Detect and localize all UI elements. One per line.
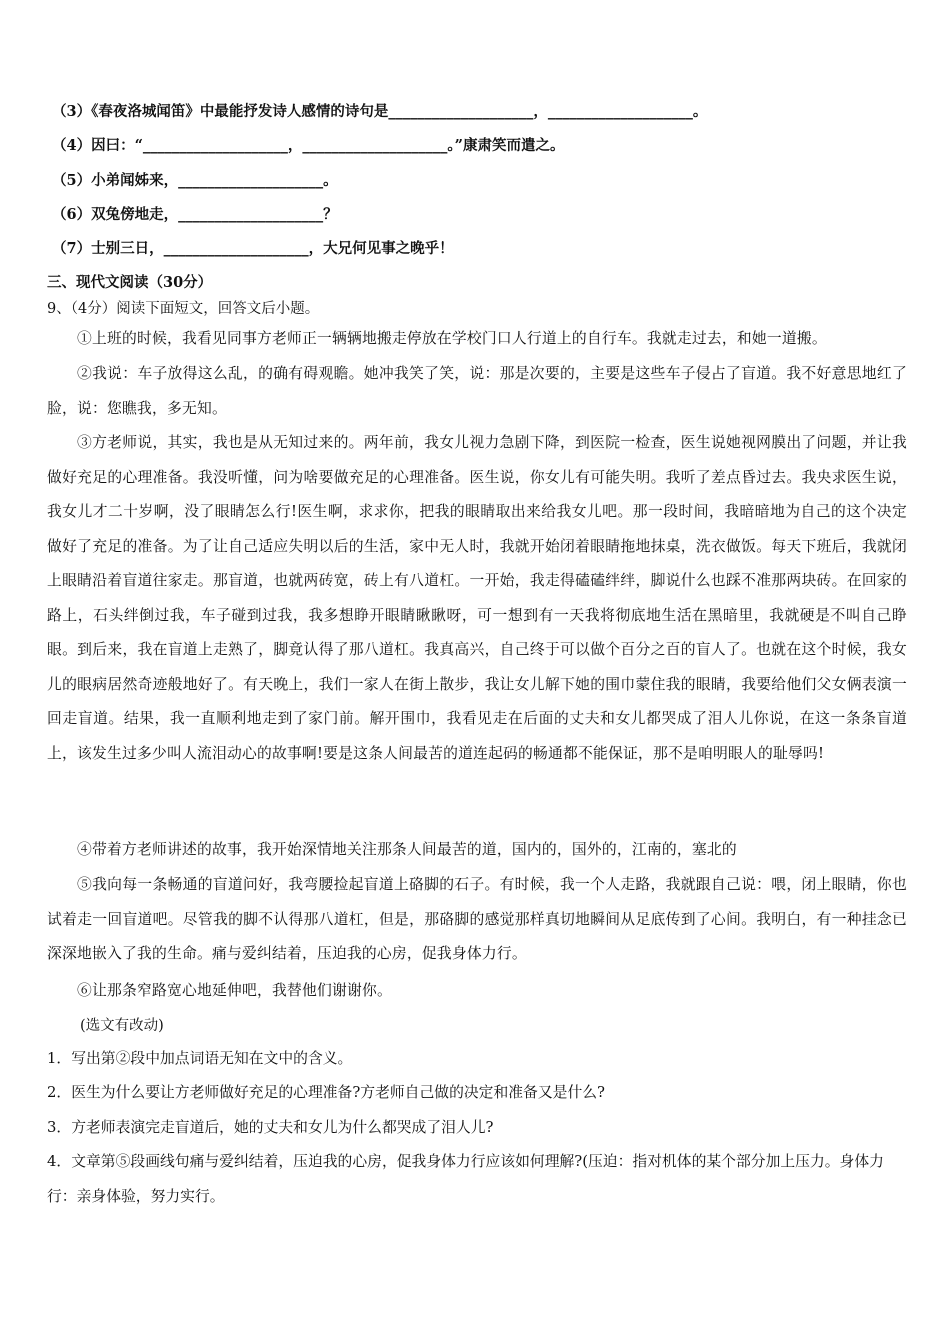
fill-in-question-4: （4）因曰：“____________________，____________________。”康肃笑而遣之。 bbox=[52, 137, 565, 154]
paragraph-4: ④带着方老师讲述的故事，我开始深情地关注那条人间最苦的道，国内的，国外的，江南的，塞北的 bbox=[77, 841, 737, 858]
paragraph-6: ⑥让那条窄路宽心地延伸吧，我替他们谢谢你。 bbox=[77, 982, 392, 999]
sub-question-2: 2．医生为什么要让方老师做好充足的心理准备?方老师自己做的决定和准备又是什么? bbox=[47, 1084, 605, 1101]
sub-question-4: 4．文章第⑤段画线句痛与爱纠结着，压迫我的心房，促我身体力行应该如何理解?(压迫：指对机体的某个部分加上压力。身体力行：亲身体验，努力实行。 bbox=[47, 1153, 884, 1205]
paragraph-3: ③方老师说，其实，我也是从无知过来的。两年前，我女儿视力急剧下降，到医院一检查，医生说她视网膜出了问题，并让我做好充足的心理准备。我没听懂，问为啥要做充足的心理准备。医生说，你女儿有可能失明。我听了差点昏过去。我央求医生说，我女儿才二十岁啊，没了眼睛怎么行!医生啊，求求你，把我的眼睛取出来给我女儿吧。那一段时间，我暗暗地为自己的这个决定做好了充足的准备。为了让自己适应失明以后的生活，家中无人时，我就开始闭着眼睛拖地抹桌，洗衣做饭。每天下班后，我就闭上眼睛沿着盲道往家走。那盲道，也就两砖宽，砖上有八道杠。一开始，我走得磕磕绊绊，脚说什么也踩不准那两块砖。在回家的路上，石头绊倒过我，车子碰到过我，我多想睁开眼睛瞅瞅呀，可一想到有一天我将彻底地生活在黑暗里，我就硬是不叫自己睁眼。到后来，我在盲道上走熟了，脚竟认得了那八道杠。我真高兴，自己终于可以做个百分之百的盲人了。也就在这个时候，我女儿的眼病居然奇迹般地好了。有天晚上，我们一家人在街上散步，我让女儿解下她的围巾蒙住我的眼睛，我要给他们父女俩表演一回走盲道。结果，我一直顺利地走到了家门前。解开围巾，我看见走在后面的丈夫和女儿都哭成了泪人儿你说，在这一条条盲道上，该发生过多少叫人流泪动心的故事啊!要是这条人间最苦的道连起码的畅通都不能保证，那不是咱明眼人的耻辱吗! bbox=[47, 434, 907, 762]
source-note: (选文有改动) bbox=[80, 1018, 164, 1034]
paragraph-2: ②我说：车子放得这么乱，的确有碍观瞻。她冲我笑了笑，说：那是次要的，主要是这些车子侵占了盲道。我不好意思地红了脸，说：您瞧我，多无知。 bbox=[47, 365, 907, 417]
fill-in-question-3: （3）《春夜洛城闻笛》中最能抒发诗人感情的诗句是____________________，____________________。 bbox=[52, 103, 708, 120]
paragraph-1: ①上班的时候，我看见同事方老师正一辆辆地搬走停放在学校门口人行道上的自行车。我就走过去，和她一道搬。 bbox=[77, 330, 827, 347]
sub-question-1: 1．写出第②段中加点词语无知在文中的含义。 bbox=[47, 1050, 353, 1067]
fill-in-question-5: （5）小弟闻姊来，____________________。 bbox=[52, 172, 338, 189]
fill-in-question-6: （6）双兔傍地走，____________________？ bbox=[52, 206, 338, 223]
sub-question-3: 3．方老师表演完走盲道后，她的丈夫和女儿为什么都哭成了泪人儿? bbox=[47, 1119, 494, 1136]
paragraph-5: ⑤我向每一条畅通的盲道问好，我弯腰捡起盲道上硌脚的石子。有时候，我一个人走路，我就跟自己说：喂，闭上眼睛，你也试着走一回盲道吧。尽管我的脚不认得那八道杠，但是，那硌脚的感觉那样真切地瞬间从足底传到了心间。我明白，有一种挂念已深深地嵌入了我的生命。痛与爱纠结着，压迫我的心房，促我身体力行。 bbox=[47, 876, 907, 962]
fill-in-question-7: （7）士别三日，____________________，大兄何见事之晚乎！ bbox=[52, 240, 454, 257]
section-title: 三、现代文阅读（30分） bbox=[47, 274, 213, 291]
question-intro: 9、（4分）阅读下面短文，回答文后小题。 bbox=[47, 301, 320, 317]
